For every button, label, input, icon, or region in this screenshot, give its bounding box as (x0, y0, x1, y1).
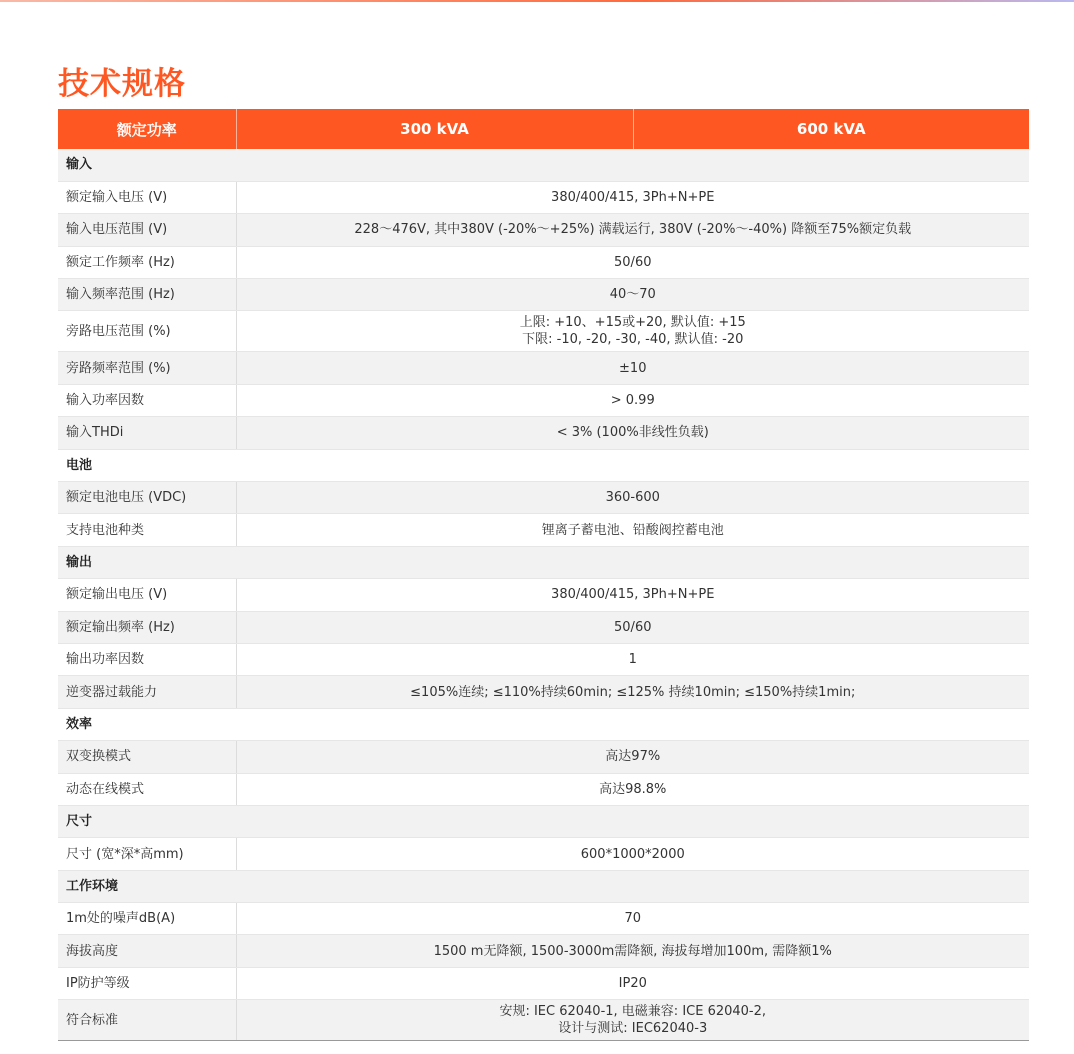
table-row (58, 838, 1029, 870)
spec-label: 动态在线模式 (58, 773, 236, 805)
spec-value: 1 (236, 643, 1029, 675)
spec-value (236, 311, 1029, 352)
spec-value: 1500 m无降额, 1500-3000m需降额, 海拔每增加100m, 需降额1% (236, 935, 1029, 967)
header-300kva: 300 kVA (236, 109, 633, 149)
table-row (58, 384, 1029, 416)
spec-value: 600*1000*2000 (236, 838, 1029, 870)
spec-value: 50/60 (236, 611, 1029, 643)
table-row (58, 352, 1029, 384)
table-row (58, 311, 1029, 352)
spec-label: IP防护等级 (58, 967, 236, 999)
spec-table (58, 109, 1029, 1041)
section-heading: 效率 (58, 708, 1029, 740)
table-row (58, 279, 1029, 311)
spec-value: > 0.99 (236, 384, 1029, 416)
spec-value-line: 设计与测试: IEC62040-3 (558, 1021, 708, 1037)
spec-value: 380/400/415, 3Ph+N+PE (236, 579, 1029, 611)
spec-value: 50/60 (236, 246, 1029, 278)
spec-label: 额定输出电压 (V) (58, 579, 236, 611)
spec-label: 额定工作频率 (Hz) (58, 246, 236, 278)
table-row (58, 676, 1029, 708)
section-row (58, 870, 1029, 902)
section-row (58, 546, 1029, 578)
table-row (58, 417, 1029, 449)
spec-label: 输入频率范围 (Hz) (58, 279, 236, 311)
spec-label: 海拔高度 (58, 935, 236, 967)
spec-value: 40～70 (236, 279, 1029, 311)
table-row (58, 579, 1029, 611)
spec-label: 1m处的噪声dB(A) (58, 903, 236, 935)
header-rated-power: 额定功率 (58, 109, 236, 149)
spec-label: 额定输入电压 (V) (58, 181, 236, 213)
table-row (58, 741, 1029, 773)
spec-label: 输入电压范围 (V) (58, 214, 236, 246)
spec-label: 双变换模式 (58, 741, 236, 773)
table-row (58, 1000, 1029, 1041)
section-heading: 工作环境 (58, 870, 1029, 902)
spec-value: ±10 (236, 352, 1029, 384)
spec-value: 锂离子蓄电池、铅酸阀控蓄电池 (236, 514, 1029, 546)
table-row (58, 935, 1029, 967)
spec-value: IP20 (236, 967, 1029, 999)
spec-label: 额定电池电压 (VDC) (58, 482, 236, 514)
spec-value-line: 下限: -10, -20, -30, -40, 默认值: -20 (522, 332, 744, 348)
section-heading: 尺寸 (58, 805, 1029, 837)
spec-label: 输入THDi (58, 417, 236, 449)
table-row (58, 482, 1029, 514)
spec-label: 旁路电压范围 (%) (58, 311, 236, 352)
spec-value-line: 安规: IEC 62040-1, 电磁兼容: ICE 62040-2, (499, 1004, 767, 1020)
spec-value: 高达97% (236, 741, 1029, 773)
section-row (58, 805, 1029, 837)
section-row (58, 708, 1029, 740)
section-row (58, 449, 1029, 481)
spec-label: 逆变器过载能力 (58, 676, 236, 708)
top-accent-line (0, 0, 1074, 2)
spec-label: 额定输出频率 (Hz) (58, 611, 236, 643)
table-row (58, 514, 1029, 546)
table-row (58, 903, 1029, 935)
table-header-row (58, 109, 1029, 149)
section-heading: 输入 (58, 149, 1029, 181)
table-row (58, 611, 1029, 643)
table-row (58, 246, 1029, 278)
spec-value (236, 1000, 1029, 1041)
spec-label: 符合标准 (58, 1000, 236, 1041)
spec-value: ≤105%连续; ≤110%持续60min; ≤125% 持续10min; ≤150%持续1min; (236, 676, 1029, 708)
spec-label: 支持电池种类 (58, 514, 236, 546)
section-row (58, 149, 1029, 181)
spec-value: 70 (236, 903, 1029, 935)
table-row (58, 181, 1029, 213)
spec-label: 输出功率因数 (58, 643, 236, 675)
header-600kva: 600 kVA (633, 109, 1029, 149)
spec-label: 尺寸 (宽*深*高mm) (58, 838, 236, 870)
table-row (58, 643, 1029, 675)
spec-label: 输入功率因数 (58, 384, 236, 416)
spec-value: 360-600 (236, 482, 1029, 514)
table-row (58, 214, 1029, 246)
spec-label: 旁路频率范围 (%) (58, 352, 236, 384)
page-title: 技术规格 (58, 66, 186, 102)
section-heading: 输出 (58, 546, 1029, 578)
table-row (58, 773, 1029, 805)
spec-value: 380/400/415, 3Ph+N+PE (236, 181, 1029, 213)
spec-value: 高达98.8% (236, 773, 1029, 805)
spec-table-body (58, 149, 1029, 1041)
spec-value: < 3% (100%非线性负载) (236, 417, 1029, 449)
spec-value-line: 上限: +10、+15或+20, 默认值: +15 (519, 315, 746, 331)
spec-value: 228～476V, 其中380V (-20%～+25%) 满载运行, 380V (-20%～-40%) 降额至75%额定负载 (236, 214, 1029, 246)
table-row (58, 967, 1029, 999)
section-heading: 电池 (58, 449, 1029, 481)
